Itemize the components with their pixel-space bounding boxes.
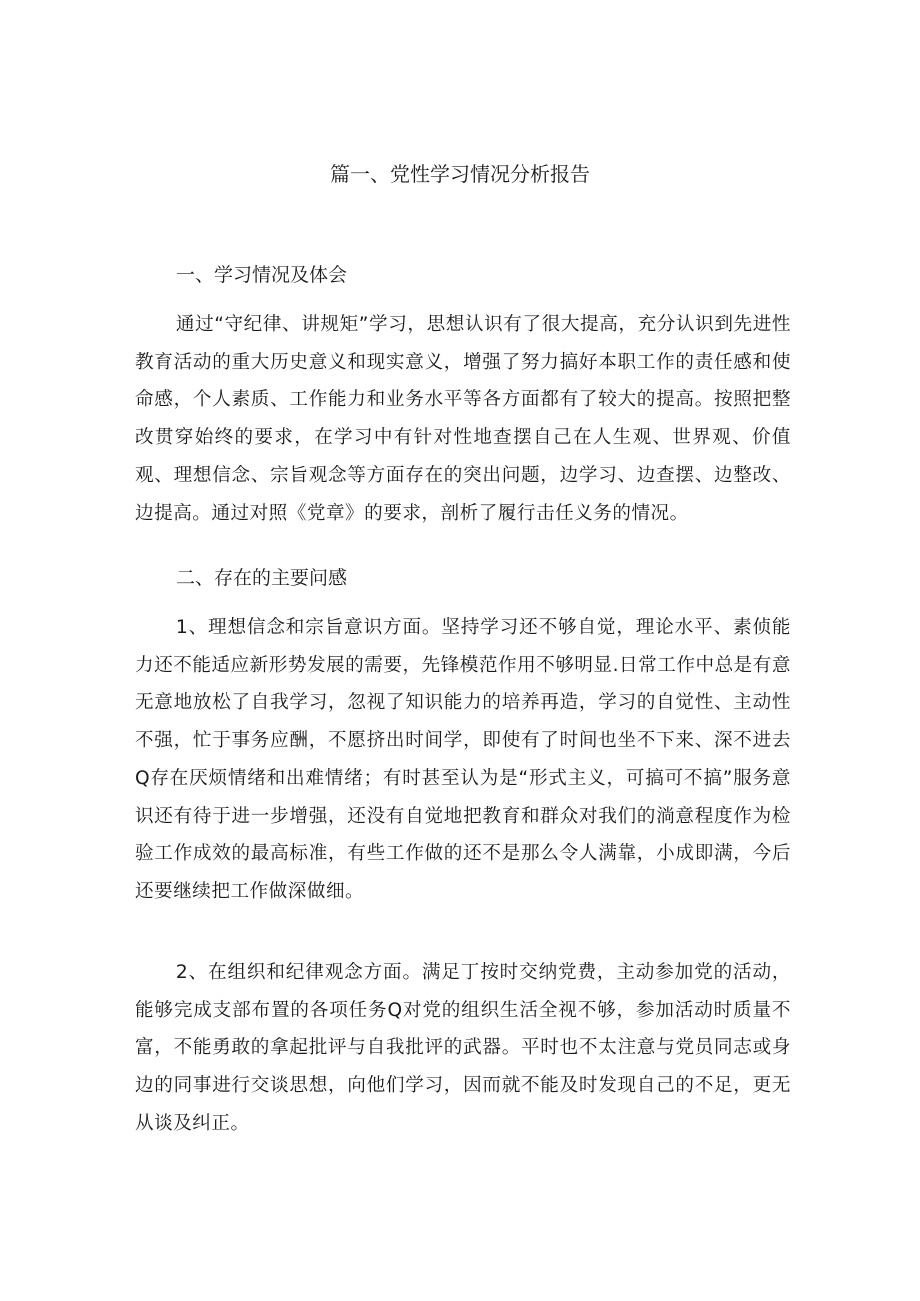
paragraph-2: 1、理想信念和宗旨意识方面。坚持学习还不够自觉，理论水平、素侦能力还不能适应新形势发展的需要，先锋模范作用不够明显.日常工作中总是有意无意地放松了自我学习，忽视了知识能力的培养再造，学习的自觉性、主动性不强，忙于事务应酬，不愿挤出时间学，即使有了时间也坐不下来、深不进去Q存在厌烦情绪和出难情绪；有时甚至认为是“形式主义，可搞可不搞”服务意识还有待于进一步增强，还没有自觉地把教育和群众对我们的淌意程度作为检验工作成效的最高标准，有些工作做的还不是那么令人满靠，小成即满，今后还要继续把工作做深做细。: [135, 617, 791, 902]
section-heading-1: 一、学习情况及体会: [176, 264, 348, 286]
section-heading-2: 二、存在的主要问感: [176, 567, 348, 589]
document-title: 篇一、党性学习情况分析报告: [330, 162, 590, 186]
paragraph-3: 2、在组织和纪律观念方面。满足丁按时交纳党费，主动参加党的活动，能够完成支部布置的各项任务Q对党的组织生活全视不够，参加活动时质量不富，不能勇敢的拿起批评与自我批评的武器。平时也不太注意与党员同志或身边的同事进行交谈思想，向他们学习，因而就不能及时发现自己的不足，更无从谈及纠正。: [135, 962, 791, 1134]
paragraph-1: 通过“守纪律、讲规矩”学习，思想认识有了很大提高，充分认识到先进性教育活动的重大历史意义和现实意义，增强了努力搞好本职工作的责任感和使命感，个人素质、工作能力和业务水平等各方面都有了较大的提高。按照把整改贯穿始终的要求，在学习中有针对性地查摆自己在人生观、世界观、价值观、理想信念、宗旨观念等方面存在的突出问题，边学习、边查摆、边整改、边提高。通过对照《党章》的要求，剖析了履行击任义务的情况。: [135, 314, 791, 524]
